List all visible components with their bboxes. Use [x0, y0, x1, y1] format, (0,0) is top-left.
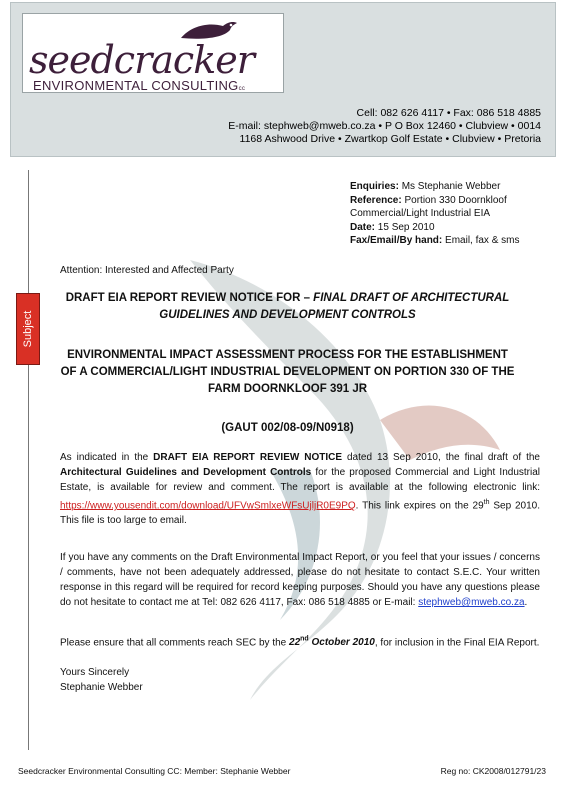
paragraph-comments: If you have any comments on the Draft Environmental Impact Report, or you feel that your issues / concerns / comments, have not been adequately addressed, please do not hesitate to contact S.E.C. Your written response in this regard will be required for record keeping purposes. Should you have any questions please do not hesitate to contact me at Tel: 082 626 4117, Fax: 086 518 4885 or E-mail: stephweb@mweb.co.za. [60, 552, 540, 608]
enquiry-details: Enquiries: Ms Stephanie Webber Reference: Portion 330 Doornkloof Commercial/Light Industrial EIA Date: 15 Sep 2010 Fax/Email/By hand: Email, fax & sms [350, 181, 520, 246]
paragraph-deadline: Please ensure that all comments reach SEC by the 22nd October 2010, for inclusion in the Final EIA Report. [60, 636, 540, 649]
subject-tab: Subject [16, 293, 40, 365]
paragraph-report-availability: As indicated in the DRAFT EIA REPORT REVIEW NOTICE dated 13 Sep 2010, the final draft of the Architectural Guidelines and Development Controls for the proposed Commercial and Light Industrial Estate, is available for review and comment. The report is available at the following electronic link: https://www.yousendit.com/download/UFVwSmlxeWFsUjljR0E9PQ. This link expires on the 29th Sep 2010. This file is too large to email. [60, 452, 540, 527]
contact-phone-fax: Cell: 082 626 4117 • Fax: 086 518 4885 [356, 107, 541, 119]
company-logo [22, 13, 284, 93]
footer-company: Seedcracker Environmental Consulting CC: Member: Stephanie Webber [18, 766, 291, 776]
margin-rule [28, 170, 29, 750]
reference-number: (GAUT 002/08-09/N0918) [221, 422, 354, 434]
notice-title: DRAFT EIA REPORT REVIEW NOTICE FOR – FINAL DRAFT OF ARCHITECTURAL GUIDELINES AND DEVELOPMENT CONTROLS [65, 292, 510, 321]
download-link[interactable]: https://www.yousendit.com/download/UFVwSmlxeWFsUjljR0E9PQ [60, 500, 356, 512]
letterhead [10, 2, 556, 157]
contact-address: 1168 Ashwood Drive • Zwartkop Golf Estate • Clubview • Pretoria [239, 133, 541, 145]
logo-wordmark: seedcracker [29, 38, 254, 82]
contact-details [228, 107, 541, 146]
process-title: ENVIRONMENTAL IMPACT ASSESSMENT PROCESS FOR THE ESTABLISHMENT OF A COMMERCIAL/LIGHT INDUSTRIAL DEVELOPMENT ON PORTION 330 OF THE FARM DOORNKLOOF 391 JR [60, 349, 515, 395]
footer-registration: Reg no: CK2008/012791/23 [440, 766, 546, 776]
signature-block: Yours Sincerely Stephanie Webber [60, 667, 143, 693]
email-link[interactable]: stephweb@mweb.co.za [418, 597, 525, 608]
logo-subtitle: ENVIRONMENTAL CONSULTINGcc [33, 78, 246, 93]
contact-email-postal: E-mail: stephweb@mweb.co.za • P O Box 12460 • Clubview • 0014 [228, 120, 541, 132]
attention-line: Attention: Interested and Affected Party [60, 265, 234, 276]
